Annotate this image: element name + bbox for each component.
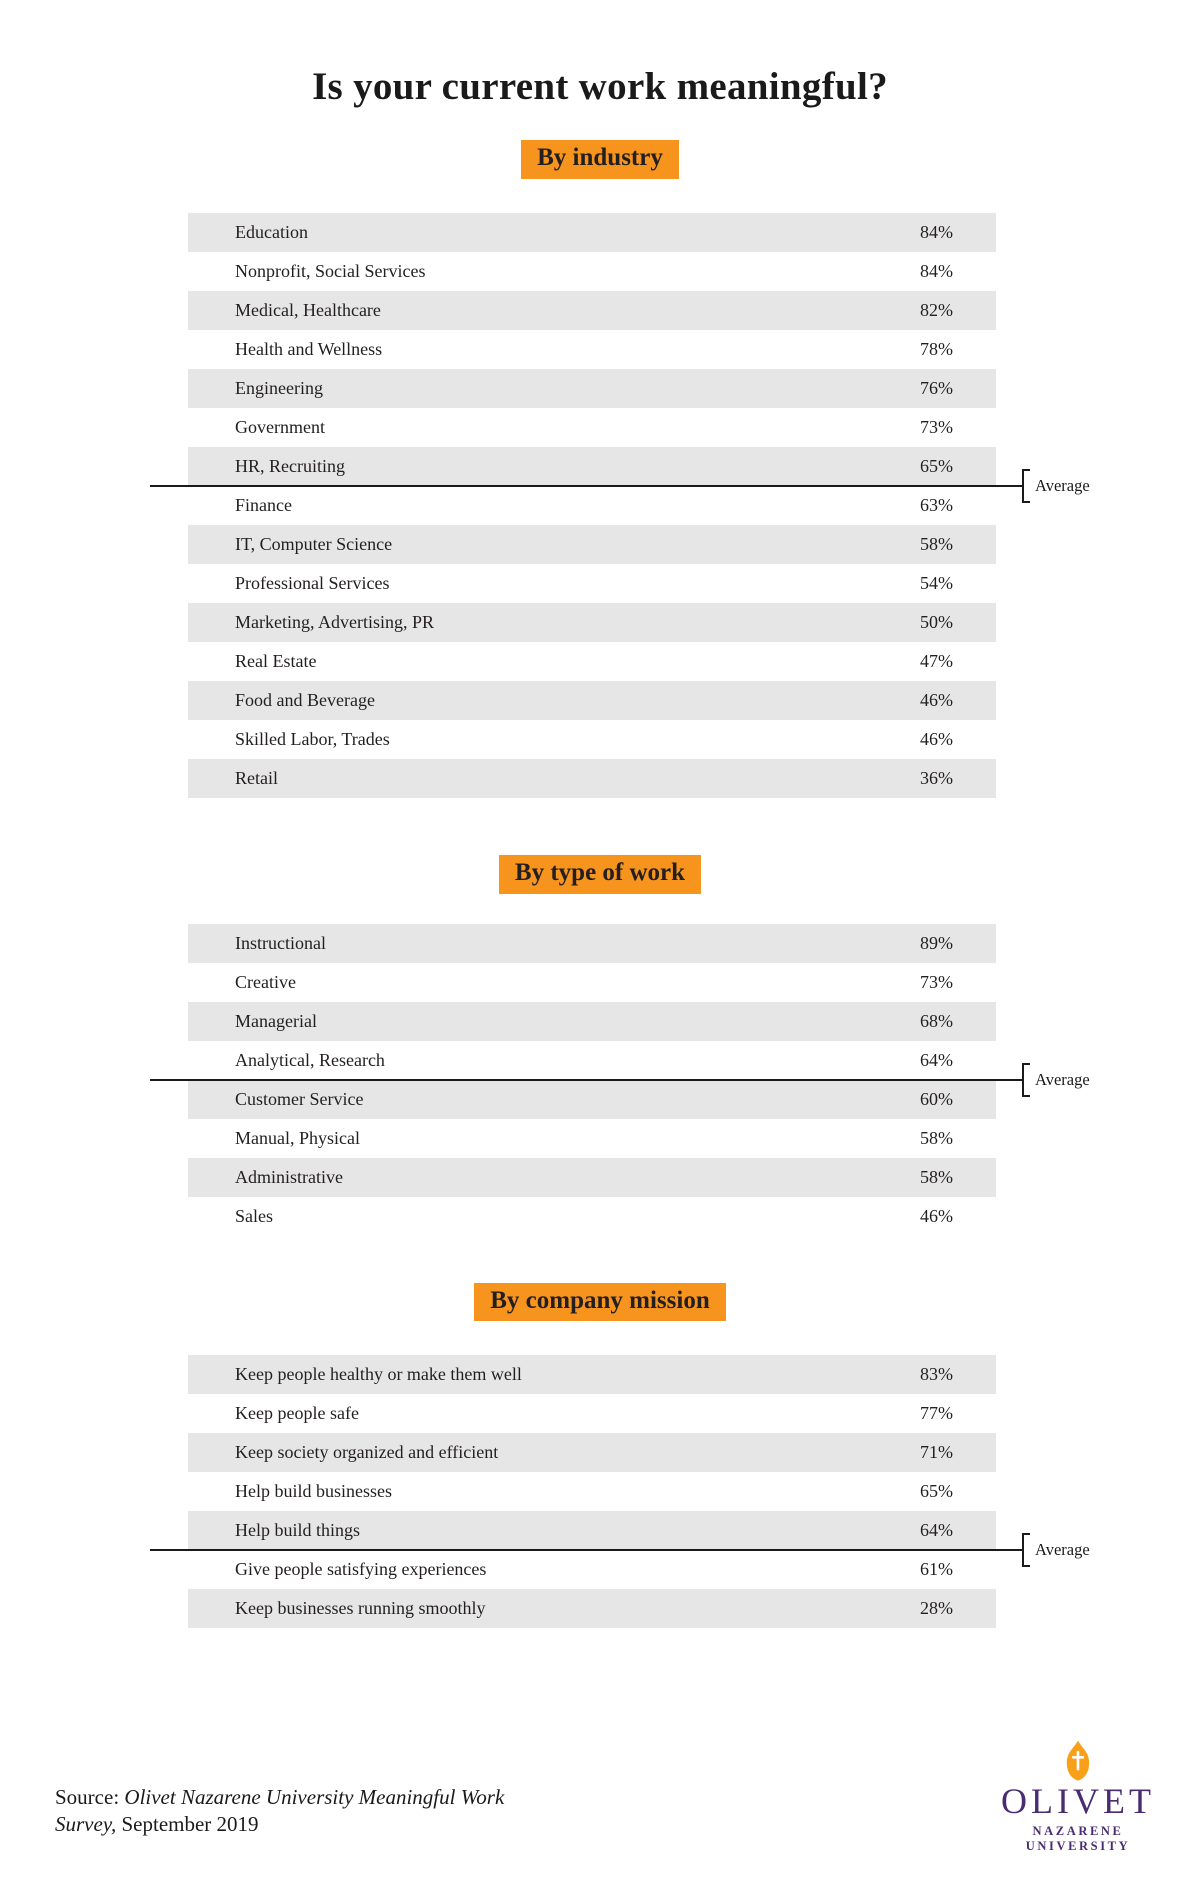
chart-row: [188, 330, 996, 369]
row-label: Finance: [235, 494, 292, 515]
average-bracket-icon: [1022, 1533, 1030, 1567]
section-header-row: [0, 855, 1200, 894]
row-value: 47%: [920, 650, 953, 671]
row-value: 89%: [920, 932, 953, 953]
row-label: Give people satisfying experiences: [235, 1559, 487, 1580]
average-bracket-icon: [1022, 469, 1030, 503]
logo-wordmark: OLIVET: [1001, 1781, 1155, 1821]
row-value: 46%: [920, 1205, 953, 1226]
row-label: Creative: [235, 971, 296, 992]
row-value: 77%: [920, 1403, 953, 1424]
row-label: Sales: [235, 1205, 273, 1226]
row-value: 65%: [920, 1481, 953, 1502]
row-value: 73%: [920, 416, 953, 437]
row-value: 54%: [920, 572, 953, 593]
chart-by-company-mission: [188, 1355, 1090, 1628]
chart-row: [188, 525, 996, 564]
average-label: Average: [1035, 1540, 1090, 1560]
chart-row: [188, 642, 996, 681]
chart-row: [188, 486, 996, 525]
chart-row: [188, 1472, 996, 1511]
row-label: IT, Computer Science: [235, 533, 393, 554]
chart-row: [188, 1550, 996, 1589]
row-value: 58%: [920, 1166, 953, 1187]
average-line: [150, 1549, 1022, 1551]
row-value: 76%: [920, 377, 953, 398]
row-label: Marketing, Advertising, PR: [235, 611, 434, 632]
row-label: Keep businesses running smoothly: [235, 1598, 486, 1619]
chart-by-type-of-work: [188, 924, 1090, 1236]
row-label: Food and Beverage: [235, 689, 375, 710]
chart-row: [188, 1511, 996, 1550]
chart-row: [188, 252, 996, 291]
chart-row: [188, 1433, 996, 1472]
average-bracket-icon: [1022, 1063, 1030, 1097]
row-label: Real Estate: [235, 650, 317, 671]
row-label: Medical, Healthcare: [235, 299, 381, 320]
chart-row: [188, 759, 996, 798]
row-label: Keep people healthy or make them well: [235, 1364, 522, 1385]
row-value: 46%: [920, 728, 953, 749]
row-label: Education: [235, 221, 308, 242]
row-label: Retail: [235, 767, 278, 788]
chart-row: [188, 1119, 996, 1158]
row-label: Instructional: [235, 932, 326, 953]
chart-row: [188, 924, 996, 963]
chart-by-industry: [188, 213, 1090, 798]
row-value: 58%: [920, 533, 953, 554]
chart-row: [188, 1394, 996, 1433]
row-value: 50%: [920, 611, 953, 632]
chart-row: [188, 408, 996, 447]
chart-row: [188, 720, 996, 759]
row-value: 71%: [920, 1442, 953, 1463]
row-label: Manual, Physical: [235, 1127, 360, 1148]
average-label: Average: [1035, 475, 1090, 495]
section-badge-by-company-mission: By company mission: [474, 1283, 725, 1322]
row-label: Managerial: [235, 1010, 317, 1031]
row-label: HR, Recruiting: [235, 455, 345, 476]
chart-row: [188, 681, 996, 720]
row-label: Engineering: [235, 377, 323, 398]
row-value: 73%: [920, 971, 953, 992]
flame-cross-icon: [1064, 1740, 1092, 1782]
chart-row: [188, 1197, 996, 1236]
chart-row: [188, 213, 996, 252]
row-label: Health and Wellness: [235, 338, 383, 359]
row-value: 61%: [920, 1559, 953, 1580]
row-value: 64%: [920, 1049, 953, 1070]
chart-row: [188, 963, 996, 1002]
row-label: Customer Service: [235, 1088, 364, 1109]
row-value: 46%: [920, 689, 953, 710]
average-marker: [1022, 469, 1090, 503]
average-marker: [1022, 1063, 1090, 1097]
chart-row: [188, 1158, 996, 1197]
row-value: 28%: [920, 1598, 953, 1619]
page-title: Is your current work meaningful?: [312, 65, 888, 108]
olivet-logo: [993, 1740, 1163, 1854]
section-header-row: [0, 1283, 1200, 1322]
row-value: 36%: [920, 767, 953, 788]
chart-row: [188, 1080, 996, 1119]
source-prefix: Source:: [55, 1785, 125, 1809]
chart-row: [188, 603, 996, 642]
row-value: 82%: [920, 299, 953, 320]
row-value: 84%: [920, 260, 953, 281]
logo-subtext: NAZARENE UNIVERSITY: [1025, 1823, 1131, 1853]
section-badge-by-industry: By industry: [521, 140, 679, 179]
chart-row: [188, 1002, 996, 1041]
chart-row: [188, 369, 996, 408]
average-marker: [1022, 1533, 1090, 1567]
chart-row: [188, 1041, 996, 1080]
row-value: 58%: [920, 1127, 953, 1148]
row-label: Skilled Labor, Trades: [235, 728, 390, 749]
source-citation: Olivet Nazarene University Meaningful Work Survey,: [55, 1785, 505, 1837]
chart-row: [188, 1589, 996, 1628]
row-label: Nonprofit, Social Services: [235, 260, 426, 281]
section-header-row: [0, 140, 1200, 179]
source-suffix: September 2019: [116, 1812, 259, 1837]
section-badge-by-type-of-work: By type of work: [499, 855, 701, 894]
chart-row: [188, 447, 996, 486]
average-label: Average: [1035, 1069, 1090, 1089]
average-line: [150, 485, 1022, 487]
source-note: [55, 1784, 535, 1839]
row-label: Keep people safe: [235, 1403, 359, 1424]
chart-row: [188, 1355, 996, 1394]
chart-row: [188, 564, 996, 603]
row-value: 68%: [920, 1010, 953, 1031]
row-value: 60%: [920, 1088, 953, 1109]
row-value: 84%: [920, 221, 953, 242]
row-label: Administrative: [235, 1166, 343, 1187]
row-label: Analytical, Research: [235, 1049, 385, 1070]
row-label: Help build businesses: [235, 1481, 392, 1502]
row-value: 83%: [920, 1364, 953, 1385]
row-label: Keep society organized and efficient: [235, 1442, 499, 1463]
row-value: 63%: [920, 494, 953, 515]
row-label: Help build things: [235, 1520, 360, 1541]
row-label: Professional Services: [235, 572, 390, 593]
average-line: [150, 1079, 1022, 1081]
row-value: 78%: [920, 338, 953, 359]
chart-row: [188, 291, 996, 330]
row-label: Government: [235, 416, 325, 437]
row-value: 64%: [920, 1520, 953, 1541]
row-value: 65%: [920, 455, 953, 476]
